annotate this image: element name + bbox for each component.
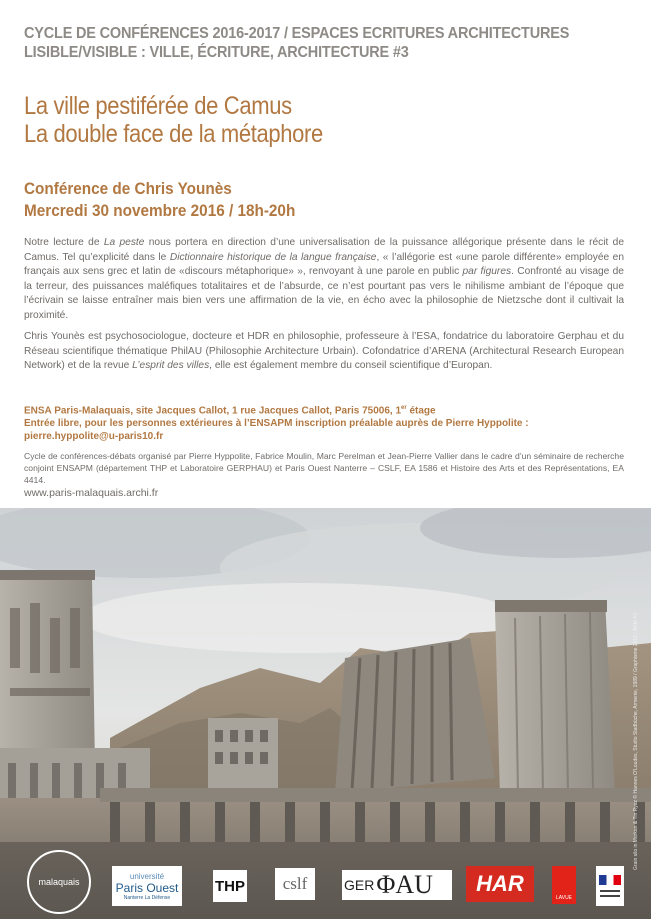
text-run: . Confronté au visage de la terreur, des puissances maléfiques totalitaires et de l’absurde, ce n’est pourtant pas vers le nihilisme ambiant de l’époque que l’écrivain se laisse entraîner mais bien vers une affirmation de la vie, en écho avec la philosophie de Nietzsche dont il cultivait la proximité.	[24, 266, 624, 321]
series-line-2: LISIBLE/VISIBLE : VILLE, ÉCRITURE, ARCHITECTURE #3	[24, 44, 409, 61]
har-logo	[466, 866, 534, 902]
malaquais-logo-text: malaquais	[38, 877, 80, 887]
univ-name-text: Paris Ouest	[115, 880, 179, 895]
series-header	[24, 24, 624, 62]
ministry-lines	[600, 890, 620, 892]
malaquais-logo	[27, 850, 91, 914]
text-run: Notre lecture de	[24, 237, 104, 248]
text-run: Chris Younès est psychosociologue, docteure et HDR en philosophie, professeure à l’ESA, fondatrice du laboratoire Gerphau et du Réseau scientifique thématique PhilAU (Philosophie Architecture Urbain). Cofondatrice d’ARENA (Architectural Research European Network) et de la revue	[24, 331, 624, 372]
website-link[interactable]: www.paris-malaquais.archi.fr	[24, 487, 159, 499]
floor-sup: er	[401, 405, 407, 411]
organizers-credits: Cycle de conférences-débats organisé par Pierre Hyppolite, Fabrice Moulin, Marc Perelman et Jean-Pierre Vallier dans le cadre d’un séminaire de recherche conjoint ENSAPM (département THP et Laboratoire GERPHAU) et Paris Ouest Nanterre – CSLF, EA 1586 et Histoire des Arts et des Représentations, EA 4414.	[24, 451, 624, 485]
venue-info	[24, 402, 624, 443]
thp-logo-text: THP	[215, 877, 245, 895]
univ-sub-text: Nanterre La Défense	[123, 894, 171, 901]
conference-title	[24, 92, 364, 148]
gerphau-logo	[342, 870, 452, 900]
contact-email[interactable]: pierre.hyppolite@u-paris10.fr	[24, 431, 164, 443]
ministry-logo	[596, 866, 624, 906]
event-date: Mercredi 30 novembre 2016 / 18h-20h	[24, 201, 296, 220]
lavue-logo	[552, 866, 576, 904]
title-line-2: La double face de la métaphore	[24, 120, 323, 148]
text-run: , elle est également membre du conseil scientifique d’Europan.	[209, 360, 493, 372]
emphasis: par figures	[462, 266, 512, 278]
dictionary-title: Dictionnaire historique de la langue française	[169, 251, 377, 263]
speaker-block	[24, 178, 325, 222]
cslf-logo	[275, 868, 315, 900]
entry-info: Entrée libre, pour les personnes extérieures à l’ENSAPM inscription préalable auprès de Pierre Hyppolite :	[24, 418, 529, 430]
ger-text: GER	[344, 877, 375, 893]
title-line-1: La ville pestiférée de Camus	[24, 92, 292, 120]
lavue-logo-text: LAVUE	[555, 895, 573, 901]
thp-logo	[213, 870, 247, 902]
photo-credit: Grain silo in Markan & Tin Ryaz © Hannes O’Loudes, Studio Stadbüche, Armenie, 1989 / Graphisme 2016 / ARM #3	[633, 613, 639, 870]
floor-text: étage	[406, 405, 436, 417]
speaker-bio	[24, 330, 624, 374]
univ-top-text: université	[129, 871, 165, 881]
partner-logos	[0, 842, 651, 919]
book-title: La peste	[103, 237, 145, 248]
speaker-name: Conférence de Chris Younès	[24, 179, 232, 198]
phau-text: ΦAU	[376, 870, 433, 899]
universite-paris-ouest-logo	[112, 866, 182, 906]
text-run: nous portera en direction d’une universalisation de la puissance allégorique présente dans le récit de Camus. Tel qu’explicité dans le	[24, 237, 625, 263]
cslf-logo-text: cslf	[282, 874, 308, 893]
series-line-1: CYCLE DE CONFÉRENCES 2016-2017 / ESPACES ECRITURES ARCHITECTURES	[24, 25, 570, 42]
ministry-lines-2	[600, 895, 620, 897]
address-text: ENSA Paris-Malaquais, site Jacques Callot, 1 rue Jacques Callot, Paris 75006, 1	[24, 405, 402, 417]
har-logo-text: HAR	[476, 871, 524, 896]
text-run: , « l’allégorie est «une parole différente» employée en français aux sens grec et latin de «discours métaphorique» », renvoyant à une parole en public	[24, 251, 625, 278]
abstract-paragraph	[24, 236, 624, 324]
journal-title: L’esprit des villes	[132, 360, 210, 372]
venue-address	[24, 402, 624, 417]
ministry-flag	[599, 875, 621, 885]
